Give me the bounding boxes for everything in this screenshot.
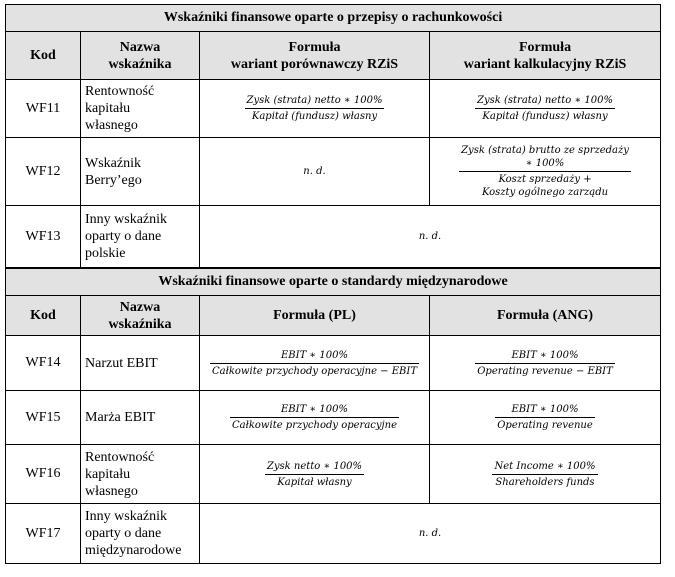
table-title-row <box>6 269 661 296</box>
row-name: Rentowność kapitału własnego <box>81 80 200 138</box>
row-code: WF11 <box>6 80 81 138</box>
table-title: Wskaźniki finansowe oparte o standardy międzynarodowe <box>6 269 661 296</box>
formula-fraction: $\frac{\text{EBIT ∗ 100\%}}{\text{Całkowite przychody operacyjne}}$ <box>232 404 397 431</box>
row-code: WF15 <box>6 391 81 445</box>
table-row <box>6 391 661 445</box>
formula-cell <box>430 138 661 206</box>
formula-fraction: $\frac{\text{Zysk (strata) netto ∗ 100\%}}{\text{Kapitał (fundusz) własny}}$ <box>246 95 383 122</box>
formula-cell <box>200 336 430 391</box>
row-name: Wskaźnik Berry’ego <box>81 138 200 206</box>
formula-fraction: Zysk (strata) brutto ze sprzedaży ∗ 100% Koszt sprzedaży + Koszty ogólnego zarządu <box>461 145 629 198</box>
header-row <box>6 296 661 336</box>
table-row <box>6 445 661 504</box>
row-code: WF13 <box>6 206 81 268</box>
not-applicable-text: n. d. <box>200 504 661 564</box>
formula-cell <box>200 445 430 504</box>
formula-fraction: $\frac{\text{Zysk netto ∗ 100\%}}{\text{Kapitał własny}}$ <box>266 460 363 488</box>
header-kod: Kod <box>6 296 81 336</box>
row-name: Inny wskaźnik oparty o dane polskie <box>81 206 200 268</box>
formula-cell <box>430 391 661 445</box>
formula-fraction: $\frac{\text{EBIT ∗ 100\%}}{\text{Operating revenue − EBIT}}$ <box>477 349 613 377</box>
not-applicable-text: n. d. <box>200 206 661 268</box>
not-applicable-text: n. d. <box>200 138 430 206</box>
formula-fraction: $\frac{\text{EBIT ∗ 100\%}}{\text{Całkowite przychody operacyjne − EBIT}}$ <box>212 349 417 377</box>
formula-fraction: $\frac{\text{Zysk (strata) netto ∗ 100\%}}{\text{Kapitał (fundusz) własny}}$ <box>477 95 614 122</box>
row-code: WF17 <box>6 504 81 564</box>
header-formula-ang: Formuła (ANG) <box>430 296 661 336</box>
header-formula-kalkulacyjny: Formuła wariant kalkulacyjny RZiS <box>430 32 661 80</box>
header-nazwa: Nazwa wskaźnika <box>81 296 200 336</box>
table-row <box>6 138 661 206</box>
formula-cell <box>200 391 430 445</box>
header-formula-pl: Formuła (PL) <box>200 296 430 336</box>
international-indicators-table <box>5 268 661 564</box>
row-name: Inny wskaźnik oparty o dane międzynarodowe <box>81 504 200 564</box>
table-row <box>6 80 661 138</box>
table-title-row <box>6 5 661 32</box>
row-name: Marża EBIT <box>81 391 200 445</box>
formula-cell <box>430 80 661 138</box>
table-row <box>6 336 661 391</box>
row-name: Narzut EBIT <box>81 336 200 391</box>
row-code: WF16 <box>6 445 81 504</box>
formula-cell <box>430 336 661 391</box>
accounting-indicators-table <box>5 4 661 268</box>
row-name: Rentowność kapitału własnego <box>81 445 200 504</box>
formula-cell <box>430 445 661 504</box>
header-kod: Kod <box>6 32 81 80</box>
formula-cell <box>200 80 430 138</box>
row-code: WF14 <box>6 336 81 391</box>
table-title: Wskaźniki finansowe oparte o przepisy o rachunkowości <box>6 5 661 32</box>
table-row <box>6 206 661 268</box>
header-row <box>6 32 661 80</box>
row-code: WF12 <box>6 138 81 206</box>
formula-fraction: $\frac{\text{Net Income ∗ 100\%}}{\text{Shareholders funds}}$ <box>494 460 596 488</box>
table-row <box>6 504 661 564</box>
header-formula-porownawczy: Formuła wariant porównawczy RZiS <box>200 32 430 80</box>
header-nazwa: Nazwa wskaźnika <box>81 32 200 80</box>
formula-fraction: $\frac{\text{EBIT ∗ 100\%}}{\text{Operating revenue}}$ <box>497 404 593 431</box>
